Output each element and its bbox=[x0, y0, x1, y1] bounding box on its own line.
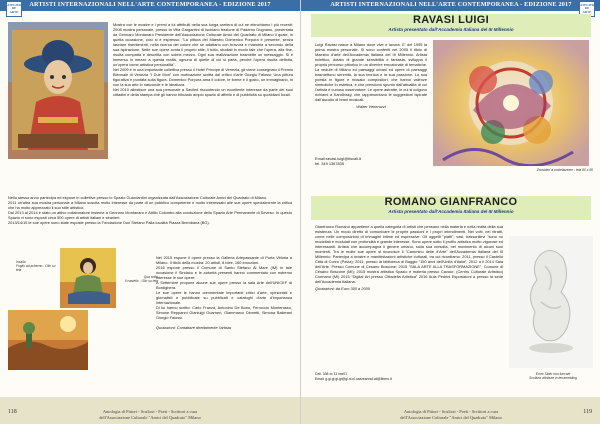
paragraph: Dal 2013 al 2014 è stato un attivo collaboratore insieme a Gennaro Montanaro e Attilio Colombo alla conduzione dello Spazio Arte Permanente di Seveso. In questo Spazio vi sono esposti circa 500 opere di artisti italiani e stranieri. bbox=[8, 210, 292, 220]
paragraph: Nel 2009 è in una importante collettiva presso il Hotel Principe di Venezia, gli viene consegnato il Premio Biennale di Venezia "I Due Mori" con motivazione scritta dal critico d'arte Giorgio Falossi: Una pittura figurativa e puntata sulla figura. Domenico Porpora ama il colore, le forme e il gusto, un immaginario, in con la sua arte lo nasconde e le idealizza. bbox=[113, 67, 293, 87]
caption-right: Qua sotto Il castello - Olio su tela bbox=[124, 275, 158, 284]
paragraph: Gianfranco Romano appartiene a quella categoria di artisti che pensano nella materia e nella realtà della sua esistenza. Un modo diretto di comunicare le proprie passioni e i propri intendimenti. Nei volti, nei ritratti, come nelle composizioni di immagini intime ed espressive. Gli oggetti "piatti", vasi, bassorilievi "sono no modellati e modulati con profondità e grande interesse. Sono opere sotto il profilo artistico molto vigorose ed interessanti. Artista che accompagna il genere umano, sulla sua crescita, nel movimento di alcuni suoi momenti. Tra le molte sue opere si riconosce il "Cammino delle d'Arte" dell'Accademia Italiana del III Millennio. Partecipa a mostre e manifestazioni artistiche culturali, tra cui ricordiamo: 2011, presso il Castello Città di Corzo (Pavia); 2011, presso la biblioteca di Baggio "150 anni dell'Unità d'Italia"; 2012 a il 2014 Sala dell'Arte, Presso Comune di Cesano Boscone; 2015 "SALA ARTE ALLA TRASFORMAZIONE", Comune di Cesano Boscone (MI); 2015 mostra artistica Spazio e materia presso Cavour; (Centro Culturale Artistico) Cormano (MI) 2015 "Digital Art presso Cittadella Artistica" 2016 Aula Pedrini Esposizioni a presso la sede dell'Accademia Italiana. bbox=[315, 224, 503, 284]
header-title: ARTISTI INTERNAZIONALI NELL'ARTE CONTEMPORANEA - EDIZIONE 2017 bbox=[330, 1, 572, 8]
sculpture-photo bbox=[509, 236, 593, 368]
right-page bbox=[300, 0, 600, 424]
artist-contact: Email:ravasi.luigi@tiscali.it tel. 349 1367835 bbox=[315, 156, 361, 166]
page-number: 119 bbox=[583, 409, 592, 415]
painting-woman-with-hat bbox=[8, 22, 108, 159]
signature: Walter Veneruzzi bbox=[356, 104, 386, 109]
paragraph: Nel 2010 allestisce una sua personale a Saviled riscuotendo un eccellente interesse da parte dei suoi cittadini e della stampa che gli hanno tributato ampio spazio di affetto e di pubblicità su quotidiani locali. bbox=[113, 87, 293, 97]
biography-text-top bbox=[113, 22, 293, 97]
paragraph: Luigi Ravasi nasce a Milano dove vive e lavora. E' del 1995 la prima mostra personale. Si sono conferiti nel 2005 il titolo di Maestro d'arte dell'Accademia Italiana del III Millennio. Artista eclettico, dotato di grande sensibilità e fantasia, sviluppa il proprio percorso pittorico in un divenire emozionale di tematiche. La vedute di Milano ed paesaggi urbani ed opere di paesaggi trasmettono serenità, la sua tecnica e la sua passione. La sua poesia in figure e mosaici compositori, che hanno valenze simboliche in estetica, e che prendono spunto dall'attualità di cui l'artista è curioso osservatore. Le opere astratte, in cui si colgono richiami a Kandinsky, che rappresentano le suggestioni ispirate dall'ascolto di brani musicali. bbox=[315, 42, 427, 102]
painting-caption: Zoosideri a costellazione - tela 80 x 80 bbox=[536, 168, 593, 172]
sculpture-caption: Emro Stato non Iuncale Scultura attribute in terrameiding bbox=[529, 372, 577, 381]
artist-subtitle: Artista presentato dall'Accademia Italiana del III Millennio bbox=[388, 209, 514, 214]
biography-text-lower bbox=[156, 250, 292, 335]
caption-left: Insalla Foglio ad acherno : Olio su tela bbox=[16, 260, 56, 273]
artist-biography bbox=[315, 42, 427, 109]
painting-seated-woman bbox=[60, 248, 116, 308]
quotation-text: Quotazioni: Contattare direttamente l'artista bbox=[156, 325, 231, 330]
artist-title-band bbox=[311, 14, 591, 37]
logo-icon: ATELIER DE ARTE bbox=[6, 1, 22, 17]
paragraph: Mostra con le mostre e i premi a lui attribuiti nella sua lunga carriera di cui ne elenchiamo i più recenti: 2008 mostra personale, presso la Villa Gargantini di Ischiano frazione di Paderno Dugnano, presentata da Gennaro Montanaro Presidente dell'Associazione Culturale Amici del Quadrato di Milano il quale, in quella occasione, così si è espresso: "La pittura del Maestro Domenico Porpora è presente, senza lasciare risentimenti, nella ricerca del colore che se adattano con bravura e maestria a secondo della sua ispirazione. Nelle sue opere conta il proprio stile, il tutto, studiati in modo tale che l'opera, alla fine, risulta compatta e descritta con sobrie mezzo. Ogni sua realizzazione trasmette un messaggio. Si è immerso in mezzo a questa realtà, ognuna di quelle di cui si parla, perché l'opera risulta definita, un'opera come artistica personalità". bbox=[113, 22, 293, 67]
paragraph: Nel 2015 espone il opere presso la Galleria Artepassante di Porta Vittoria a Milano. Il titolo della mostra: 20 artisti, 8 idee, 160 emozioni. 2016 espone presso il Comune di Santo Stefano Al Mare (IM) in tale occasione il Sindaco e le autorità presenti hanno commentato con estremo interesse le sue opere; A Settembre propone alcune sue opere presso la sala Arte dell'UNICEF di Bordighera. Le sue opere le hanno commentate importanti critici d'arte, opinionisti e giornalisti e pubblicate su pubblicati e cataloghi d'arte d'importanza internazionale. Di lui hanno scritto: Carlo Franza, Antonino De Bono, Ferruccio Monterosso, Simone Reppanni Gianluigi Guarneri, Giammarco Dinnetti, Simona Ballerani Giorgio Falossi. bbox=[156, 255, 292, 320]
painting-zoosideri bbox=[433, 40, 589, 166]
footer-text: Antologia di Pittori - Scultori - Poeti - Scrittori a cura dell'Associazione Culturale "Amici del Quadrato" Milano bbox=[99, 409, 201, 420]
paragraph: 2013/14/15 le sue opere sono state esposte presso la Fondazione Don Stefano Palla località Piazza Brembana (BG). bbox=[8, 220, 210, 225]
quotation-text: Quotazioni: da Euro 300 a 2000 bbox=[315, 286, 370, 291]
footer-text: Antologia di Pittori - Scultori - Poeti - Scrittori a cura dell'Associazione Culturale "Amici del Quadrato" Milano bbox=[400, 409, 502, 420]
logo-icon: ATELIER DE ARTE bbox=[579, 1, 595, 17]
artist-subtitle: Artista presentato dall'Accademia Italiana del III Millennio bbox=[388, 27, 514, 32]
header-title: ARTISTI INTERNAZIONALI NELL'ARTE CONTEMPORANEA - EDIZIONE 2017 bbox=[29, 1, 271, 8]
artist-title-band bbox=[311, 196, 591, 220]
artist-name: ROMANO GIANFRANCO bbox=[384, 196, 518, 208]
artist-name: RAVASI LUIGI bbox=[413, 14, 489, 26]
artist-biography bbox=[315, 224, 503, 291]
painting-landscape bbox=[8, 310, 88, 370]
page-number: 118 bbox=[8, 409, 17, 415]
artist-contact: Cell. 338 xx 11 xxx01 Email: g.gi.gi.gl-gi@gi.ni.ni.cazzeannol.ail@libero.it bbox=[315, 372, 392, 381]
paragraph: Nello stesso anno partecipa ed espone in collettive presso lo Spazio Guicciardini organizzata dall'Associazione Culturale Amici del Quadrato di Milano. bbox=[8, 195, 268, 200]
biography-text-middle bbox=[8, 195, 292, 225]
paragraph: 2011 un'altra sua mostra personale a Milano suscita molto interesse da parte di un pubblico competente e molto interessato alle sue opere specialmente la critica che ha molto apprezzato il suo stile artistico. bbox=[8, 200, 292, 210]
